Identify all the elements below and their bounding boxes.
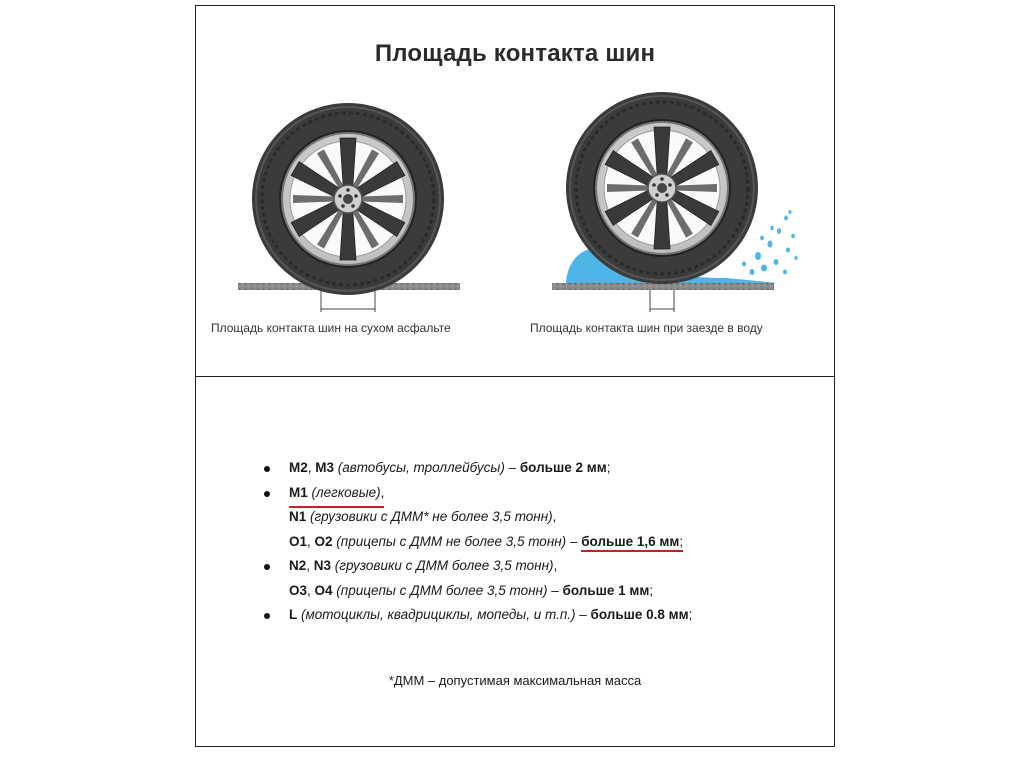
list-item <box>264 603 824 628</box>
caption-water: Площадь контакта шин при заезде в воду <box>530 321 763 335</box>
list-item <box>264 554 824 579</box>
footnote: *ДММ – допустимая максимальная масса <box>388 673 642 688</box>
dash: – <box>575 607 591 622</box>
category-description: (прицепы с ДММ более 3,5 тонн) <box>332 582 548 598</box>
category-description: (мотоциклы, квадрициклы, мопеды, и т.п.) <box>297 607 576 622</box>
figure-title: Площадь контакта шин <box>374 40 656 67</box>
category-code: O4 <box>314 582 333 598</box>
punctuation: , <box>553 558 558 573</box>
highlighted-requirement <box>581 534 683 552</box>
category-description: (прицепы с ДММ не более 3,5 тонн) <box>332 533 567 549</box>
list-item <box>264 481 824 506</box>
punctuation: ; <box>688 607 693 622</box>
separator: , <box>307 460 316 475</box>
category-code: N3 <box>313 558 332 573</box>
slide <box>195 5 835 747</box>
depth-requirement: больше 0.8 мм <box>590 607 689 622</box>
punctuation: , <box>380 484 385 500</box>
wet-tire <box>566 92 758 284</box>
category-code: O3 <box>289 582 308 598</box>
category-code: M1 <box>289 484 308 500</box>
dash: – <box>504 460 520 475</box>
category-code: L <box>289 607 298 622</box>
category-code: N2 <box>289 558 307 573</box>
tread-depth-list <box>264 456 824 628</box>
category-description: (легковые) <box>307 484 381 500</box>
list-item <box>264 579 824 604</box>
wet-road <box>552 283 774 290</box>
depth-requirement: больше 2 мм <box>519 460 607 475</box>
list-item <box>264 505 824 530</box>
bullet <box>264 466 270 472</box>
list-item <box>264 530 824 555</box>
depth-requirement: больше 1,6 мм <box>581 533 680 549</box>
dry-tire <box>252 103 444 295</box>
category-code: N1 <box>289 509 307 524</box>
punctuation: ; <box>679 533 684 549</box>
dry-tire-group <box>238 103 460 312</box>
punctuation: , <box>552 509 557 524</box>
highlighted-group <box>289 481 384 509</box>
bullet <box>264 613 270 619</box>
wet-contact-marker <box>650 290 674 312</box>
separator: , <box>307 533 315 549</box>
category-code: M3 <box>315 460 335 475</box>
tire-contact-figure <box>196 6 834 377</box>
separator: , <box>306 558 314 573</box>
separator: , <box>307 582 315 598</box>
caption-dry: Площадь контакта шин на сухом асфальте <box>211 321 451 335</box>
depth-requirement: больше 1 мм <box>562 582 650 598</box>
dash: – <box>566 533 582 549</box>
list-item <box>264 456 824 481</box>
category-code: O2 <box>314 533 333 549</box>
category-code: M2 <box>289 460 308 475</box>
category-description: (автобусы, троллейбусы) <box>334 460 505 475</box>
bullet <box>264 564 270 570</box>
category-description: (грузовики с ДММ* не более 3,5 тонн) <box>306 509 553 524</box>
category-description: (грузовики с ДММ более 3,5 тонн) <box>331 558 554 573</box>
punctuation: ; <box>606 460 611 475</box>
punctuation: ; <box>649 582 654 598</box>
category-code: O1 <box>289 533 308 549</box>
bullet <box>264 491 270 497</box>
wet-tire-group <box>552 92 798 312</box>
dash: – <box>547 582 563 598</box>
